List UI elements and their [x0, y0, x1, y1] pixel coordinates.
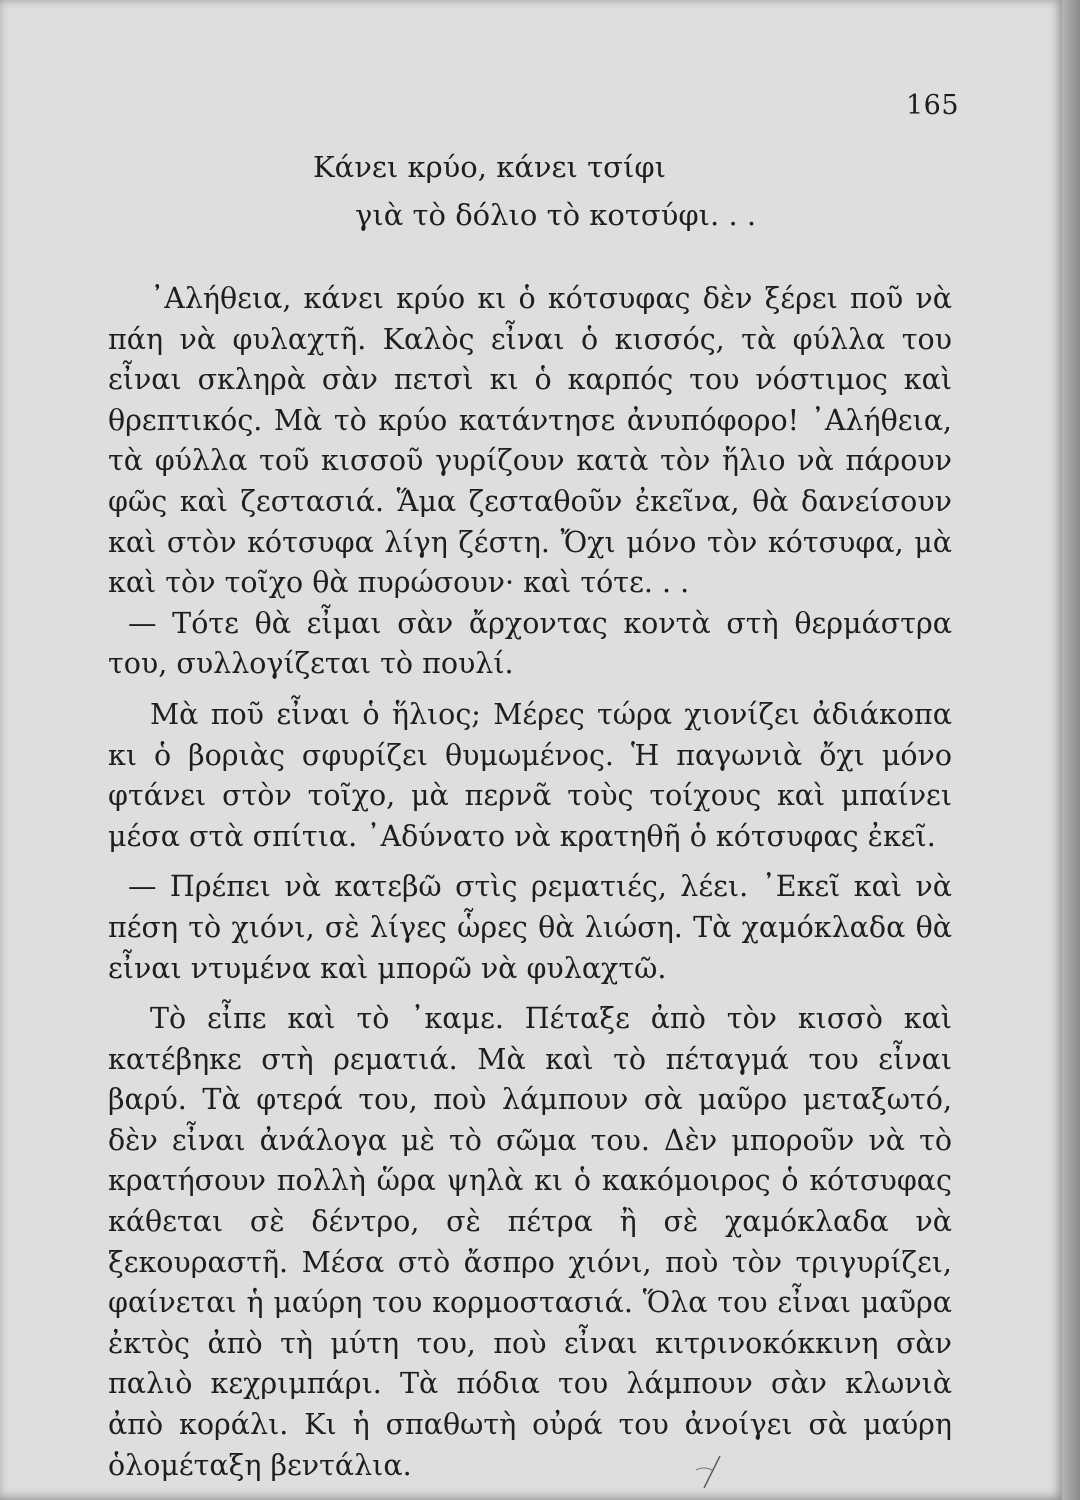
paragraph-2-dialogue: — Τότε θὰ εἶμαι σὰν ἄρχοντας κοντὰ στὴ θερμάστρα του, συλλογίζεται τὸ πουλί.: [108, 606, 952, 681]
paragraph-3: Μὰ ποῦ εἶναι ὁ ἥλιος; Μέρες τώρα χιονίζει ἀδιάκοπα κι ὁ βοριὰς σφυρίζει θυμωμένος. Ἡ παγωνιὰ ὄχι μόνο φτάνει στὸν τοῖχο, μὰ περνᾶ τοὺς τοίχους καὶ μπαίνει μέσα στὰ σπίτια. ᾿Αδύνατο νὰ κρατηθῆ ὁ κότσυφας ἐκεῖ.: [108, 697, 952, 853]
page-edge: [1062, 0, 1080, 1500]
pencil-mark-icon: [690, 1452, 730, 1492]
page-number: 165: [906, 90, 960, 121]
paragraph-1: ᾿Αλήθεια, κάνει κρύο κι ὁ κότσυφας δὲν ξέρει ποῦ νὰ πάη νὰ φυλαχτῆ. Καλὸς εἶναι ὁ κισσός, τὰ φύλλα του εἶναι σκληρὰ σὰν πετσὶ κι ὁ καρπός του νόστιμος καὶ θρεπτικός. Μὰ τὸ κρύο κατάντησε ἀνυπόφορο! ᾿Αλήθεια, τὰ φύλλα τοῦ κισσοῦ γυρίζουν κατὰ τὸν ἥλιο νὰ πάρουν φῶς καὶ ζεστασιά. Ἅμα ζεσταθοῦν ἐκεῖνα, θὰ δανείσουν καὶ στὸν κότσυφα λίγη ζέστη. Ὄχι μόνο τὸν κότσυφα, μὰ καὶ τὸν τοῖχο θὰ πυρώσουν· καὶ τότε. . .: [108, 282, 952, 600]
verse-line-1: Κάνει κρύο, κάνει τσίφι: [313, 150, 667, 184]
paragraph-4-dialogue: — Πρέπει νὰ κατεβῶ στὶς ρεματιές, λέει. ᾿Εκεῖ καὶ νὰ πέση τὸ χιόνι, σὲ λίγες ὧρες θὰ λιώση. Τὰ χαμόκλαδα θὰ εἶναι ντυμένα καὶ μπορῶ νὰ φυλαχτῶ.: [108, 870, 952, 985]
body-text: [108, 279, 952, 1486]
paragraph-5: Τὸ εἶπε καὶ τὸ ᾿καμε. Πέταξε ἀπὸ τὸν κισσὸ καὶ κατέβηκε στὴ ρεματιά. Μὰ καὶ τὸ πέταγμά του εἶναι βαρύ. Τὰ φτερά του, ποὺ λάμπουν σὰ μαῦρο μεταξωτό, δὲν εἶναι ἀνάλογα μὲ τὸ σῶμα του. Δὲν μποροῦν νὰ τὸ κρατήσουν πολλὴ ὥρα ψηλὰ κι ὁ κακόμοιρος ὁ κότσυφας κάθεται σὲ δέντρο, σὲ πέτρα ἢ σὲ χαμόκλαδα νὰ ξεκουραστῆ. Μέσα στὸ ἄσπρο χιόνι, ποὺ τὸν τριγυρίζει, φαίνεται ἡ μαύρη του κορμοστασιά. Ὅλα του εἶναι μαῦρα ἐκτὸς ἀπὸ τὴ μύτη του, ποὺ εἶναι κιτρινοκόκκινη σὰν παλιὸ κεχριμπάρι. Τὰ πόδια του λάμπουν σὰν κλωνιὰ ἀπὸ κοράλι. Κι ἡ σπαθωτὴ οὐρά του ἀνοίγει σὰ μαύρη ὁλομέταξη βεντάλια.: [108, 1002, 952, 1482]
verse-line-2: γιὰ τὸ δόλιο τὸ κοτσύφι. . .: [355, 198, 757, 232]
